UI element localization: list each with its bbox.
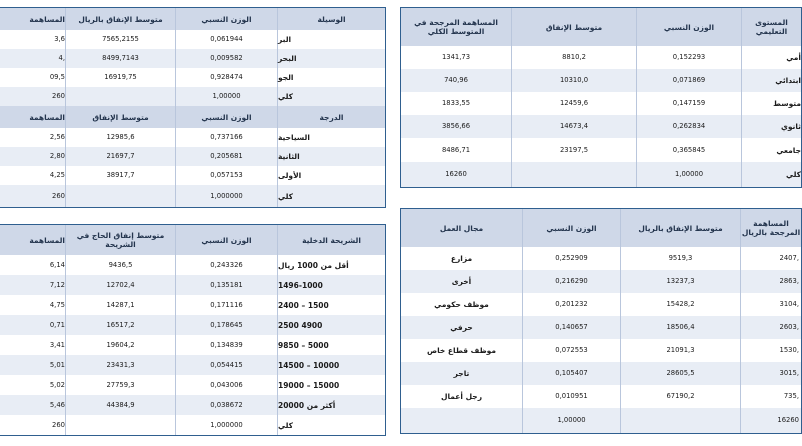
row-label: كلي [277, 185, 385, 207]
work-field-table [400, 208, 802, 434]
table-row [401, 362, 801, 385]
cell-value: 1341,73 [441, 53, 471, 61]
row-label: ابتدائي [741, 69, 801, 92]
cell-value: 8486,71 [441, 145, 471, 154]
cell-value: 4,25 [49, 171, 65, 179]
cell-value: 7565,2155 [65, 30, 175, 49]
header-cell: الدرجة [277, 106, 385, 128]
table-row [0, 30, 385, 49]
row-label: موظف حكومي [401, 293, 523, 316]
header-cell: مجال العمل [401, 209, 523, 247]
cell-value: 44384,9 [65, 395, 175, 415]
table-row [0, 68, 385, 87]
cell-value: 3015, [779, 369, 799, 377]
cell-value [65, 185, 175, 207]
table-row [0, 315, 385, 335]
cell-value: 1,00000 [175, 87, 277, 106]
cell-value: 27759,3 [65, 375, 175, 395]
cell-value: 0,140657 [523, 316, 621, 339]
header-cell: متوسط الإنفاق [65, 106, 175, 128]
cell-value: 16919,75 [65, 68, 175, 87]
cell-value: 1,00000 [523, 408, 621, 433]
cell-value: 0,171116 [175, 295, 277, 315]
row-label: 10000 – 14500 [277, 355, 385, 375]
table-row [401, 316, 801, 339]
header-cell: المساهمة [29, 235, 65, 245]
row-label: تاجر [401, 362, 523, 385]
header-cell: الشريحة الدخلية [277, 225, 385, 255]
cell-value: 19604,2 [65, 335, 175, 355]
cell-value: 0,216290 [523, 270, 621, 293]
cell-value: 0,243326 [175, 255, 277, 275]
cell-value: 16260 [777, 416, 799, 424]
row-label: رجل أعمال [401, 385, 523, 408]
table-row [0, 49, 385, 68]
header-cell: المساهمة [29, 14, 65, 24]
table-row [401, 162, 801, 187]
cell-value: 9436,5 [65, 255, 175, 275]
cell-value: 12459,6 [511, 92, 636, 115]
row-label: البر [277, 30, 385, 49]
income-table [0, 224, 386, 436]
education-table [400, 7, 802, 188]
header-cell: متوسط إنفاق الحاج في الشريحة [65, 225, 175, 255]
table-row [0, 415, 385, 435]
cell-value: 5,01 [49, 360, 65, 369]
table-row [401, 46, 801, 69]
cell-value: 3,6 [54, 35, 65, 43]
cell-value: 18506,4 [621, 316, 741, 339]
row-label: أكثر من 20000 [277, 395, 385, 415]
cell-value: 10310,0 [511, 69, 636, 92]
cell-value: 0,134839 [175, 335, 277, 355]
cell-value: 0,928474 [175, 68, 277, 87]
table-row [0, 166, 385, 185]
header-cell: المستوى التعليمي [741, 8, 801, 46]
table-header-row [0, 8, 385, 30]
header-cell: متوسط الإنفاق بالريال [65, 8, 175, 30]
cell-value: 16260 [445, 170, 467, 178]
table-row [401, 293, 801, 316]
cell-value: 23197,5 [511, 138, 636, 162]
row-label: موظف قطاع خاص [401, 339, 523, 362]
header-cell: الوزن النسبي [175, 106, 277, 128]
table-row [401, 408, 801, 433]
header-cell: الوزن النسبي [175, 8, 277, 30]
cell-value: 13237,3 [621, 270, 741, 293]
cell-value: 0,201232 [523, 293, 621, 316]
cell-value [65, 87, 175, 106]
table-row [401, 270, 801, 293]
row-label: 1496-1000 [277, 275, 385, 295]
row-label: البحر [277, 49, 385, 68]
cell-value: 67190,2 [621, 385, 741, 408]
header-cell: الوزن النسبي [175, 225, 277, 255]
cell-value: 0,71 [49, 320, 65, 329]
cell-value: 5,46 [49, 400, 65, 409]
cell-value: 0,147159 [636, 92, 741, 115]
cell-value: 0,205681 [175, 147, 277, 166]
cell-value [511, 162, 636, 187]
table-row [0, 185, 385, 207]
cell-value: 8810,2 [511, 46, 636, 69]
cell-value: 0,061944 [175, 30, 277, 49]
cell-value: 3,41 [49, 340, 65, 349]
cell-value: 14287,1 [65, 295, 175, 315]
cell-value: 0,038672 [175, 395, 277, 415]
table-row [0, 87, 385, 106]
table-row [401, 69, 801, 92]
cell-value: 12985,6 [65, 128, 175, 147]
cell-value: 0,010951 [523, 385, 621, 408]
cell-value: 2863, [779, 277, 799, 285]
row-label: كلي [277, 87, 385, 106]
table-row [0, 295, 385, 315]
cell-value: 12702,4 [65, 275, 175, 295]
cell-value [65, 415, 175, 435]
table-header-row [0, 225, 385, 255]
cell-value: 0,057153 [175, 166, 277, 185]
cell-value: 2,56 [49, 133, 65, 141]
cell-value: 21697,7 [65, 147, 175, 166]
cell-value: 0,152293 [636, 46, 741, 69]
cell-value: 2,80 [49, 152, 65, 160]
cell-value: 16517,2 [65, 315, 175, 335]
table-row [0, 375, 385, 395]
cell-value: 0,054415 [175, 355, 277, 375]
cell-value: 0,009582 [175, 49, 277, 68]
row-label: مزارع [401, 247, 523, 270]
row-label: الثانية [277, 147, 385, 166]
cell-value: 0,262834 [636, 115, 741, 138]
table-row [0, 395, 385, 415]
row-label: أمي [741, 46, 801, 69]
cell-value: 23431,3 [65, 355, 175, 375]
cell-value: 0,365845 [636, 138, 741, 162]
row-label [401, 408, 523, 433]
cell-value: 0,071869 [636, 69, 741, 92]
table-row [401, 247, 801, 270]
table-row [0, 355, 385, 375]
header-cell: الوسيلة [277, 8, 385, 30]
table-subheader-row [0, 106, 385, 128]
row-label: كلي [741, 162, 801, 187]
row-label: أقل من 1000 ريال [277, 255, 385, 275]
row-label: جامعي [741, 138, 801, 162]
table-row [401, 138, 801, 162]
cell-value: 0,105407 [523, 362, 621, 385]
cell-value: 14673,4 [511, 115, 636, 138]
cell-value: 9519,3 [621, 247, 741, 270]
table-row [0, 335, 385, 355]
cell-value: 0,135181 [175, 275, 277, 295]
table-row [0, 147, 385, 166]
cell-value: 5,02 [49, 380, 65, 389]
header-cell: الوزن النسبي [523, 209, 621, 247]
row-label: ثانوي [741, 115, 801, 138]
row-label: كلي [277, 415, 385, 435]
cell-value: 0,043006 [175, 375, 277, 395]
cell-value [621, 408, 741, 433]
cell-value: 21091,3 [621, 339, 741, 362]
cell-value: 1,000000 [175, 185, 277, 207]
table-row [0, 255, 385, 275]
table-row [0, 275, 385, 295]
header-cell: المساهمة [29, 112, 65, 122]
cell-value: 09,5 [49, 73, 65, 81]
cell-value: 2603, [779, 323, 799, 331]
cell-value: 0,737166 [175, 128, 277, 147]
header-cell: المساهمة المرجحة في المتوسط الكلي [414, 18, 498, 36]
header-cell: متوسط الإنفاق [511, 8, 636, 46]
row-label: السياحية [277, 128, 385, 147]
cell-value: 740,96 [444, 76, 468, 84]
header-cell: الوزن النسبي [636, 8, 741, 46]
table-row [401, 92, 801, 115]
transport-table [0, 7, 386, 208]
cell-value: 260 [52, 420, 65, 429]
cell-value: 3856,66 [441, 122, 471, 130]
row-label: 4900 2500 [277, 315, 385, 335]
cell-value: 260 [52, 92, 65, 100]
table-row [401, 115, 801, 138]
row-label: 5000 – 9850 [277, 335, 385, 355]
row-label: 1500 – 2400 [277, 295, 385, 315]
cell-value: 15428,2 [621, 293, 741, 316]
cell-value: 735, [783, 392, 799, 400]
row-label: 15000 – 19000 [277, 375, 385, 395]
table-row [401, 385, 801, 408]
cell-value: 0,178645 [175, 315, 277, 335]
table-row [401, 339, 801, 362]
cell-value: 0,252909 [523, 247, 621, 270]
cell-value: 1,00000 [636, 162, 741, 187]
row-label: حرفي [401, 316, 523, 339]
cell-value: 1,000000 [175, 415, 277, 435]
cell-value: 4,75 [49, 300, 65, 309]
cell-value: 1833,55 [441, 99, 471, 107]
cell-value: 2407, [779, 254, 799, 262]
table-row [0, 128, 385, 147]
cell-value: 0,072553 [523, 339, 621, 362]
header-cell: متوسط الإنفاق بالريال [621, 209, 741, 247]
cell-value: 38917,7 [65, 166, 175, 185]
cell-value: 1530, [779, 346, 799, 354]
row-label: الأولى [277, 166, 385, 185]
cell-value: 3104, [779, 300, 799, 308]
cell-value: 6,14 [49, 260, 65, 269]
header-cell: المساهمة المرجحة بالريال [741, 219, 801, 237]
cell-value: 8499,7143 [65, 49, 175, 68]
cell-value: ,4 [58, 54, 65, 62]
cell-value: 28605,5 [621, 362, 741, 385]
cell-value: 260 [52, 191, 65, 200]
row-label: متوسط [741, 92, 801, 115]
cell-value: 7,12 [49, 280, 65, 289]
table-header-row [401, 8, 801, 46]
row-label: أخرى [401, 270, 523, 293]
table-header-row [401, 209, 801, 247]
row-label: الجو [277, 68, 385, 87]
